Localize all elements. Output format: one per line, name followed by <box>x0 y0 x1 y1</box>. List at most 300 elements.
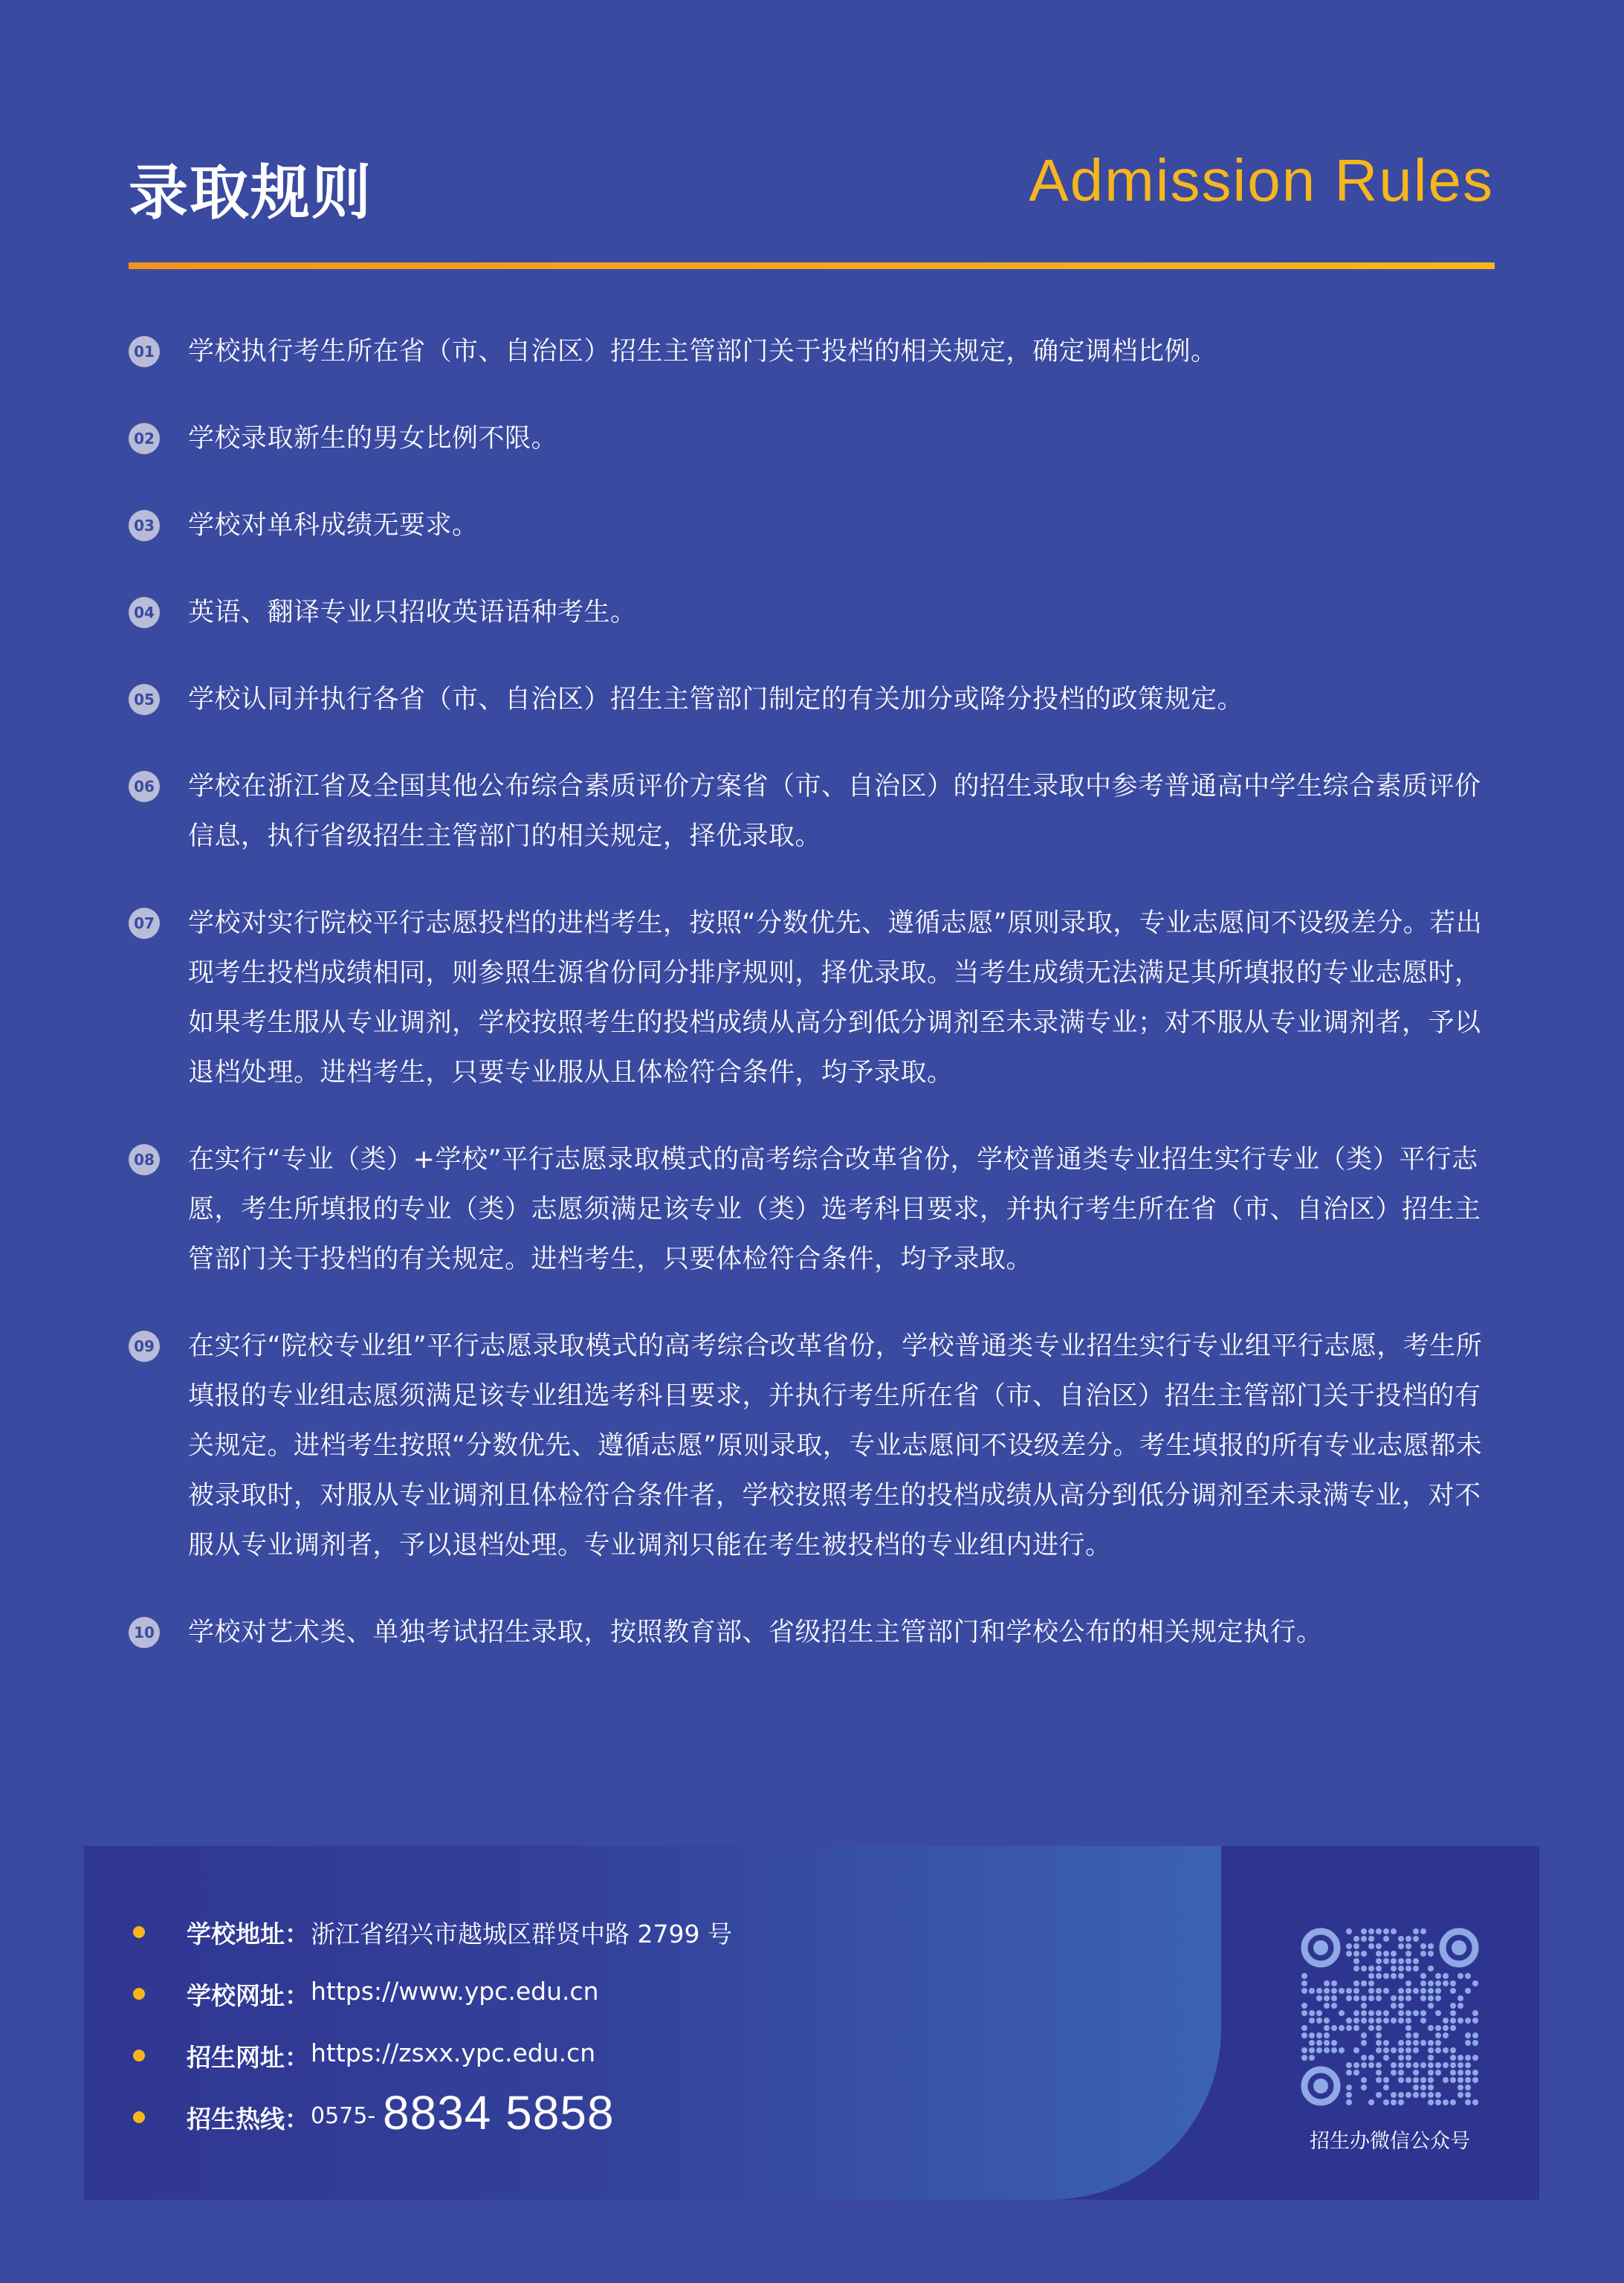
qr-module <box>1361 1936 1367 1942</box>
rule-text: 学校在浙江省及全国其他公布综合素质评价方案省（市、自治区）的招生录取中参考普通高中学生综合素质评价信息，执行省级招生主管部门的相关规定，择优录取。 <box>188 772 1481 851</box>
qr-module <box>1368 1928 1374 1934</box>
qr-module <box>1465 2099 1471 2105</box>
qr-module <box>1405 2047 1411 2053</box>
qr-module <box>1309 2010 1315 2016</box>
qr-module <box>1301 2003 1307 2009</box>
qr-module <box>1458 2018 1463 2024</box>
qr-module <box>1331 2040 1337 2046</box>
qr-module <box>1405 2055 1411 2061</box>
qr-module <box>1420 1928 1426 1934</box>
qr-module <box>1368 1936 1374 1942</box>
rule-number-badge: 10 <box>129 1617 160 1648</box>
qr-module <box>1420 1988 1426 1994</box>
qr-caption: 招生办微信公众号 <box>1310 2130 1470 2153</box>
rule-item <box>129 1322 1489 1571</box>
qr-module <box>1465 1988 1471 1994</box>
qr-module <box>1368 1943 1374 1949</box>
qr-module <box>1443 1973 1449 1979</box>
qr-module <box>1353 1980 1359 1986</box>
qr-module <box>1450 1988 1456 1994</box>
qr-module <box>1465 2055 1471 2061</box>
qr-module <box>1398 2070 1404 2076</box>
qr-module <box>1458 2085 1463 2090</box>
qr-module <box>1458 2077 1463 2083</box>
qr-module <box>1331 2025 1337 2031</box>
qr-module <box>1383 2018 1389 2024</box>
qr-module <box>1472 2099 1478 2105</box>
rule-text: 学校对艺术类、单独考试招生录取，按照教育部、省级招生主管部门和学校公布的相关规定执行。 <box>188 1618 1323 1647</box>
qr-module <box>1413 2070 1419 2076</box>
page-title-english: Admission Rules <box>1029 147 1494 213</box>
qr-module <box>1391 2099 1397 2105</box>
qr-module <box>1435 2010 1441 2016</box>
rule-item <box>129 414 1489 464</box>
contact-label: 学校网址： <box>187 1981 309 2010</box>
qr-module <box>1391 1958 1397 1964</box>
qr-module <box>1301 2032 1307 2038</box>
qr-module <box>1346 1928 1352 1934</box>
qr-module <box>1465 2070 1471 2076</box>
contact-website <box>84 1969 1125 2014</box>
qr-module <box>1398 2003 1404 2009</box>
qr-module <box>1391 2003 1397 2009</box>
qr-module <box>1391 1951 1397 1957</box>
rule-text: 学校对单科成绩无要求。 <box>188 511 479 540</box>
qr-module <box>1443 2062 1449 2068</box>
qr-module <box>1450 2077 1456 2083</box>
qr-module <box>1316 2040 1322 2046</box>
qr-module <box>1405 2018 1411 2024</box>
bullet-dot-icon <box>133 2050 145 2061</box>
rule-item <box>129 327 1489 377</box>
contact-admission-site <box>84 2031 1125 2076</box>
qr-module <box>1428 1966 1434 1972</box>
qr-module <box>1383 1951 1389 1957</box>
rule-number-badge: 05 <box>129 684 160 715</box>
rule-text: 英语、翻译专业只招收英语语种考生。 <box>188 598 637 627</box>
qr-module <box>1316 1988 1322 1994</box>
qr-module <box>1435 2032 1441 2038</box>
qr-module <box>1316 2047 1322 2053</box>
qr-module <box>1413 2085 1419 2090</box>
qr-module <box>1472 2010 1478 2016</box>
qr-module <box>1420 2018 1426 2024</box>
qr-module <box>1376 2077 1382 2083</box>
qr-module <box>1339 2047 1345 2053</box>
qr-module <box>1376 2010 1382 2016</box>
qr-module <box>1443 1980 1449 1986</box>
qr-module <box>1435 1995 1441 2001</box>
qr-module <box>1405 1936 1411 1942</box>
qr-module <box>1420 2062 1426 2068</box>
qr-module <box>1413 2047 1419 2053</box>
qr-module <box>1391 2018 1397 2024</box>
qr-module <box>1376 1958 1382 1964</box>
qr-module <box>1368 2055 1374 2061</box>
contact-footer <box>84 1846 1539 2200</box>
contact-list <box>84 1846 1199 2200</box>
qr-module <box>1309 1988 1315 1994</box>
qr-module <box>1428 1980 1434 1986</box>
qr-module <box>1420 1980 1426 1986</box>
qr-module <box>1465 1973 1471 1979</box>
qr-module <box>1309 2018 1315 2024</box>
qr-module <box>1443 2018 1449 2024</box>
qr-module <box>1435 2070 1441 2076</box>
qr-module <box>1346 2062 1352 2068</box>
admission-site-link[interactable]: https://zsxx.ypc.edu.cn <box>311 2038 596 2067</box>
qr-module <box>1443 2047 1449 2053</box>
qr-module <box>1383 1928 1389 1934</box>
qr-module <box>1368 2099 1374 2105</box>
qr-finder-dot <box>1313 2079 1328 2093</box>
qr-module <box>1443 2077 1449 2083</box>
qr-module <box>1361 2055 1367 2061</box>
qr-module <box>1450 2047 1456 2053</box>
qr-module <box>1413 2040 1419 2046</box>
qr-module <box>1435 2047 1441 2053</box>
qr-module <box>1324 1995 1330 2001</box>
qr-module <box>1361 1966 1367 1972</box>
qr-module <box>1376 2092 1382 2098</box>
qr-module <box>1301 2010 1307 2016</box>
qr-module <box>1450 2055 1456 2061</box>
qr-module <box>1413 2010 1419 2016</box>
qr-module <box>1465 2040 1471 2046</box>
qr-module <box>1458 2055 1463 2061</box>
qr-module <box>1420 1995 1426 2001</box>
contact-label: 招生热线： <box>187 2105 309 2134</box>
qr-module <box>1361 2018 1367 2024</box>
qr-module <box>1309 2040 1315 2046</box>
qr-module <box>1428 1951 1434 1957</box>
qr-module <box>1420 2010 1426 2016</box>
qr-module <box>1301 2055 1307 2061</box>
qr-module <box>1435 2099 1441 2105</box>
qr-module <box>1435 1988 1441 1994</box>
qr-module <box>1346 1951 1352 1957</box>
qr-module <box>1353 2010 1359 2016</box>
qr-module <box>1428 1943 1434 1949</box>
qr-module <box>1383 1936 1389 1942</box>
qr-module <box>1465 2085 1471 2090</box>
qr-module <box>1361 2010 1367 2016</box>
qr-module <box>1450 2003 1456 2009</box>
qr-module <box>1420 1943 1426 1949</box>
qr-module <box>1361 2032 1367 2038</box>
qr-module <box>1391 1973 1397 1979</box>
qr-module <box>1324 2018 1330 2024</box>
rule-number-badge: 08 <box>129 1144 160 1175</box>
qr-module <box>1450 2099 1456 2105</box>
qr-module <box>1346 2092 1352 2098</box>
qr-module <box>1428 2062 1434 2068</box>
qr-module <box>1324 2047 1330 2053</box>
qr-module <box>1465 2018 1471 2024</box>
qr-module <box>1301 2047 1307 2053</box>
rule-item <box>129 675 1489 725</box>
qr-module <box>1398 1988 1404 1994</box>
qr-module <box>1316 2018 1322 2024</box>
qr-module <box>1368 2010 1374 2016</box>
qr-module <box>1376 2018 1382 2024</box>
qr-module <box>1346 2018 1352 2024</box>
qr-module <box>1301 1973 1307 1979</box>
rule-item <box>129 762 1489 862</box>
hotline-number: 8834 5858 <box>383 2086 615 2140</box>
page-title: 录取规则 <box>129 158 372 227</box>
qr-module <box>1353 1988 1359 1994</box>
qr-module <box>1435 2092 1441 2098</box>
qr-module <box>1398 2040 1404 2046</box>
qr-module <box>1353 2070 1359 2076</box>
qr-module <box>1376 2047 1382 2053</box>
qr-module <box>1361 2003 1367 2009</box>
qr-finder-dot <box>1452 1940 1466 1955</box>
qr-module <box>1361 2062 1367 2068</box>
qr-module <box>1450 2018 1456 2024</box>
qr-module <box>1420 1973 1426 1979</box>
qr-module <box>1472 1980 1478 1986</box>
qr-module <box>1428 2070 1434 2076</box>
qr-module <box>1324 2040 1330 2046</box>
qr-module <box>1458 2070 1463 2076</box>
qr-module <box>1420 2040 1426 2046</box>
qr-module <box>1353 1951 1359 1957</box>
rule-item <box>129 899 1489 1098</box>
qr-module <box>1309 2047 1315 2053</box>
qr-module <box>1353 2018 1359 2024</box>
website-link[interactable]: https://www.ypc.edu.cn <box>311 1977 599 2006</box>
qr-module <box>1413 2077 1419 2083</box>
qr-module <box>1450 2025 1456 2031</box>
rule-text: 学校执行考生所在省（市、自治区）招生主管部门关于投档的相关规定，确定调档比例。 <box>188 337 1217 366</box>
qr-module <box>1398 2055 1404 2061</box>
qr-module <box>1331 1995 1337 2001</box>
qr-module <box>1361 1995 1367 2001</box>
qr-module <box>1398 1943 1404 1949</box>
rule-text: 在实行“专业（类）+学校”平行志愿录取模式的高考综合改革省份，学校普通类专业招生实行专业（类）平行志愿，考生所填报的专业（类）志愿须满足该专业（类）选考科目要求，并执行考生所在省（市、自治区）招生主管部门关于投档的有关规定。进档考生，只要体检符合条件，均予录取。 <box>188 1145 1481 1274</box>
qr-module <box>1376 2032 1382 2038</box>
qr-module <box>1398 2062 1404 2068</box>
bullet-dot-icon <box>133 2111 145 2123</box>
qr-module <box>1405 1951 1411 1957</box>
rule-item <box>129 501 1489 551</box>
qr-module <box>1383 2047 1389 2053</box>
rule-item <box>129 1135 1489 1285</box>
qr-module <box>1383 2010 1389 2016</box>
qr-finder-dot <box>1313 1940 1328 1955</box>
qr-module <box>1428 2047 1434 2053</box>
qr-module <box>1450 2010 1456 2016</box>
qr-module <box>1428 2025 1434 2031</box>
qr-module <box>1405 2032 1411 2038</box>
qr-module <box>1398 2077 1404 2083</box>
qr-module <box>1398 2047 1404 2053</box>
qr-module <box>1339 2010 1345 2016</box>
header-divider <box>129 262 1495 269</box>
qr-module <box>1316 2010 1322 2016</box>
qr-module <box>1301 1980 1307 1986</box>
qr-module <box>1398 1995 1404 2001</box>
contact-label: 学校地址： <box>187 1919 309 1948</box>
qr-module <box>1428 2077 1434 2083</box>
qr-module <box>1391 2047 1397 2053</box>
rule-number-badge: 07 <box>129 908 160 939</box>
qr-module <box>1420 1951 1426 1957</box>
wechat-qr-code <box>1301 1928 1479 2106</box>
qr-module <box>1331 1980 1337 1986</box>
qr-module <box>1391 1995 1397 2001</box>
qr-module <box>1398 1966 1404 1972</box>
qr-module <box>1443 2032 1449 2038</box>
qr-module <box>1361 2077 1367 2083</box>
qr-module <box>1376 1988 1382 1994</box>
qr-module <box>1376 1928 1382 1934</box>
rule-number-badge: 03 <box>129 510 160 541</box>
qr-module <box>1353 1995 1359 2001</box>
qr-module <box>1353 1958 1359 1964</box>
qr-module <box>1435 2025 1441 2031</box>
qr-module <box>1339 2025 1345 2031</box>
qr-module <box>1376 2070 1382 2076</box>
qr-module <box>1383 2099 1389 2105</box>
qr-module <box>1398 1936 1404 1942</box>
rule-number-badge: 06 <box>129 771 160 802</box>
qr-module <box>1428 2003 1434 2009</box>
qr-module <box>1391 2092 1397 2098</box>
qr-module <box>1413 2062 1419 2068</box>
address-text: 浙江省绍兴市越城区群贤中路 2799 号 <box>311 1919 732 1948</box>
qr-module <box>1361 1980 1367 1986</box>
qr-module <box>1465 2092 1471 2098</box>
rule-text: 在实行“院校专业组”平行志愿录取模式的高考综合改革省份，学校普通类专业招生实行专业组平行志愿，考生所填报的专业组志愿须满足该专业组选考科目要求，并执行考生所在省（市、自治区）招生主管部门关于投档的有关规定。进档考生按照“分数优先、遵循志愿”原则录取，专业志愿间不设级差分。考生填报的所有专业志愿都未被录取时，对服从专业调剂且体检符合条件者，学校按照考生的投档成绩从高分到低分调剂至未录满专业，对不服从专业调剂者，予以退档处理。专业调剂只能在考生被投档的专业组内进行。 <box>188 1331 1483 1560</box>
qr-module <box>1450 2062 1456 2068</box>
rule-text: 学校录取新生的男女比例不限。 <box>188 424 558 453</box>
qr-module <box>1346 1943 1352 1949</box>
qr-module <box>1376 1943 1382 1949</box>
qr-module <box>1458 1995 1463 2001</box>
qr-module <box>1346 2070 1352 2076</box>
rule-text: 学校认同并执行各省（市、自治区）招生主管部门制定的有关加分或降分投档的政策规定。 <box>188 685 1244 714</box>
qr-module <box>1420 2092 1426 2098</box>
qr-module <box>1405 1988 1411 1994</box>
qr-module <box>1383 1973 1389 1979</box>
qr-module <box>1443 2025 1449 2031</box>
rule-number-badge: 01 <box>129 336 160 367</box>
qr-module <box>1472 2040 1478 2046</box>
qr-module <box>1405 2025 1411 2031</box>
qr-module <box>1413 1966 1419 1972</box>
qr-module <box>1346 1988 1352 1994</box>
qr-module <box>1361 2040 1367 2046</box>
qr-module <box>1368 1966 1374 1972</box>
qr-module <box>1324 1980 1330 1986</box>
qr-module <box>1309 2055 1315 2061</box>
contact-label: 招生网址： <box>187 2043 309 2072</box>
rule-item <box>129 1608 1489 1658</box>
qr-module <box>1353 2062 1359 2068</box>
qr-module <box>1458 2092 1463 2098</box>
qr-module <box>1405 2062 1411 2068</box>
qr-module <box>1331 2003 1337 2009</box>
qr-module <box>1398 2010 1404 2016</box>
qr-module <box>1443 2099 1449 2105</box>
qr-module <box>1465 2077 1471 2083</box>
qr-module <box>1383 2085 1389 2090</box>
qr-module <box>1339 1988 1345 1994</box>
qr-module <box>1398 1958 1404 1964</box>
qr-module <box>1316 2032 1322 2038</box>
qr-module <box>1368 1988 1374 1994</box>
qr-module <box>1405 2092 1411 2098</box>
qr-module <box>1316 1995 1322 2001</box>
qr-module <box>1391 2070 1397 2076</box>
qr-module <box>1368 2062 1374 2068</box>
qr-module <box>1368 1995 1374 2001</box>
qr-module <box>1428 2099 1434 2105</box>
qr-module <box>1472 2032 1478 2038</box>
contact-address <box>84 1908 1125 1952</box>
qr-module <box>1435 2062 1441 2068</box>
qr-module <box>1405 1943 1411 1949</box>
qr-module <box>1346 2085 1352 2090</box>
page-header <box>129 134 1494 227</box>
qr-module <box>1472 2055 1478 2061</box>
qr-module <box>1301 2025 1307 2031</box>
rule-number-badge: 04 <box>129 597 160 628</box>
qr-module <box>1428 2085 1434 2090</box>
qr-module <box>1353 1936 1359 1942</box>
qr-module <box>1428 2040 1434 2046</box>
qr-module <box>1398 2099 1404 2105</box>
qr-module <box>1376 1966 1382 1972</box>
qr-module <box>1472 2077 1478 2083</box>
qr-module <box>1458 1973 1463 1979</box>
admission-rules-list <box>129 327 1489 1658</box>
qr-module <box>1405 1980 1411 1986</box>
qr-module <box>1324 2032 1330 2038</box>
qr-module <box>1428 2055 1434 2061</box>
qr-module <box>1331 1988 1337 1994</box>
qr-module <box>1391 1928 1397 1934</box>
qr-module <box>1398 2018 1404 2024</box>
qr-module <box>1353 1943 1359 1949</box>
qr-module <box>1450 1980 1456 1986</box>
qr-module <box>1405 2077 1411 2083</box>
qr-module <box>1458 2062 1463 2068</box>
qr-module <box>1435 1973 1441 1979</box>
qr-module <box>1346 2025 1352 2031</box>
qr-module <box>1413 1936 1419 1942</box>
qr-module <box>1391 1966 1397 1972</box>
rule-number-badge: 09 <box>129 1331 160 1362</box>
hotline-area-code: 0575- <box>311 2103 376 2129</box>
qr-module <box>1398 2092 1404 2098</box>
rule-item <box>129 588 1489 638</box>
qr-module <box>1353 1966 1359 1972</box>
qr-module <box>1465 2062 1471 2068</box>
qr-module <box>1376 1951 1382 1957</box>
qr-module <box>1428 1995 1434 2001</box>
qr-module <box>1413 2032 1419 2038</box>
qr-module <box>1368 2018 1374 2024</box>
qr-module <box>1368 1973 1374 1979</box>
qr-module <box>1428 2092 1434 2098</box>
qr-module <box>1346 1995 1352 2001</box>
qr-module <box>1376 1973 1382 1979</box>
qr-module <box>1324 1988 1330 1994</box>
